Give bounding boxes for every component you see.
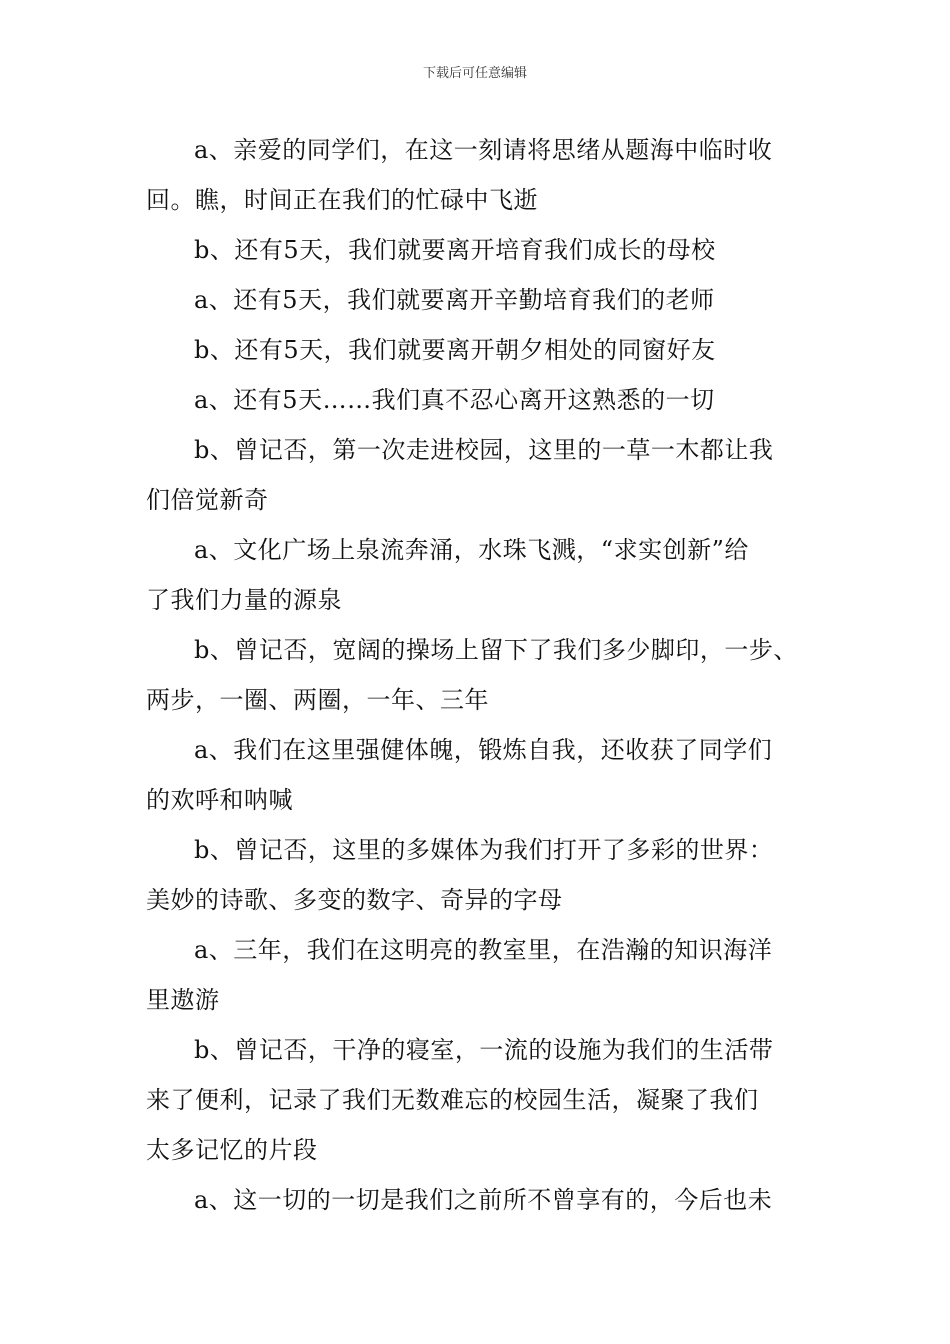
paragraph xyxy=(146,925,826,1025)
paragraph-line: 们倍觉新奇 xyxy=(146,486,269,514)
paragraph-line: a、我们在这里强健体魄，锻炼自我，还收获了同学们 xyxy=(194,736,773,764)
page-header: 下载后可任意编辑 xyxy=(422,66,527,81)
paragraph xyxy=(146,825,826,925)
paragraph-line: a、还有5天……我们真不忍心离开这熟悉的一切 xyxy=(194,386,715,414)
paragraph-line: 两步，一圈、两圈，一年、三年 xyxy=(146,686,489,714)
paragraph-line: b、还有5天，我们就要离开朝夕相处的同窗好友 xyxy=(194,336,716,364)
paragraph xyxy=(146,275,826,325)
paragraph-line: 回。瞧，时间正在我们的忙碌中飞逝 xyxy=(146,186,538,214)
paragraph-line: 美妙的诗歌、多变的数字、奇异的字母 xyxy=(146,886,563,914)
paragraph-line: a、还有5天，我们就要离开辛勤培育我们的老师 xyxy=(194,286,715,314)
paragraph-line: b、曾记否，干净的寝室，一流的设施为我们的生活带 xyxy=(194,1036,774,1064)
paragraph-line: 的欢呼和呐喊 xyxy=(146,786,293,814)
paragraph xyxy=(146,325,826,375)
paragraph-line: a、三年，我们在这明亮的教室里，在浩瀚的知识海洋 xyxy=(194,936,773,964)
paragraph xyxy=(146,525,826,625)
paragraph xyxy=(146,625,826,725)
paragraph xyxy=(146,225,826,275)
paragraph-line: b、曾记否，第一次走进校园，这里的一草一木都让我 xyxy=(194,436,774,464)
paragraph-line: 来了便利，记录了我们无数难忘的校园生活，凝聚了我们 xyxy=(146,1086,759,1114)
paragraph-line: b、曾记否，宽阔的操场上留下了我们多少脚印，一步、 xyxy=(194,636,798,664)
paragraph-line: 里遨游 xyxy=(146,986,220,1014)
document-body xyxy=(146,125,826,1225)
paragraph xyxy=(146,425,826,525)
paragraph xyxy=(146,375,826,425)
paragraph xyxy=(146,725,826,825)
paragraph-line: b、曾记否，这里的多媒体为我们打开了多彩的世界： xyxy=(194,836,774,864)
paragraph-line: a、亲爱的同学们，在这一刻请将思绪从题海中临时收 xyxy=(194,136,773,164)
paragraph xyxy=(146,1025,826,1175)
paragraph-line: b、还有5天，我们就要离开培育我们成长的母校 xyxy=(194,236,716,264)
paragraph-line: a、文化广场上泉流奔涌，水珠飞溅，“求实创新”给 xyxy=(194,536,749,564)
paragraph-line: 了我们力量的源泉 xyxy=(146,586,342,614)
paragraph-line: a、这一切的一切是我们之前所不曾享有的，今后也未 xyxy=(194,1186,773,1214)
paragraph xyxy=(146,1175,826,1225)
paragraph-line: 太多记忆的片段 xyxy=(146,1136,318,1164)
paragraph xyxy=(146,125,826,225)
